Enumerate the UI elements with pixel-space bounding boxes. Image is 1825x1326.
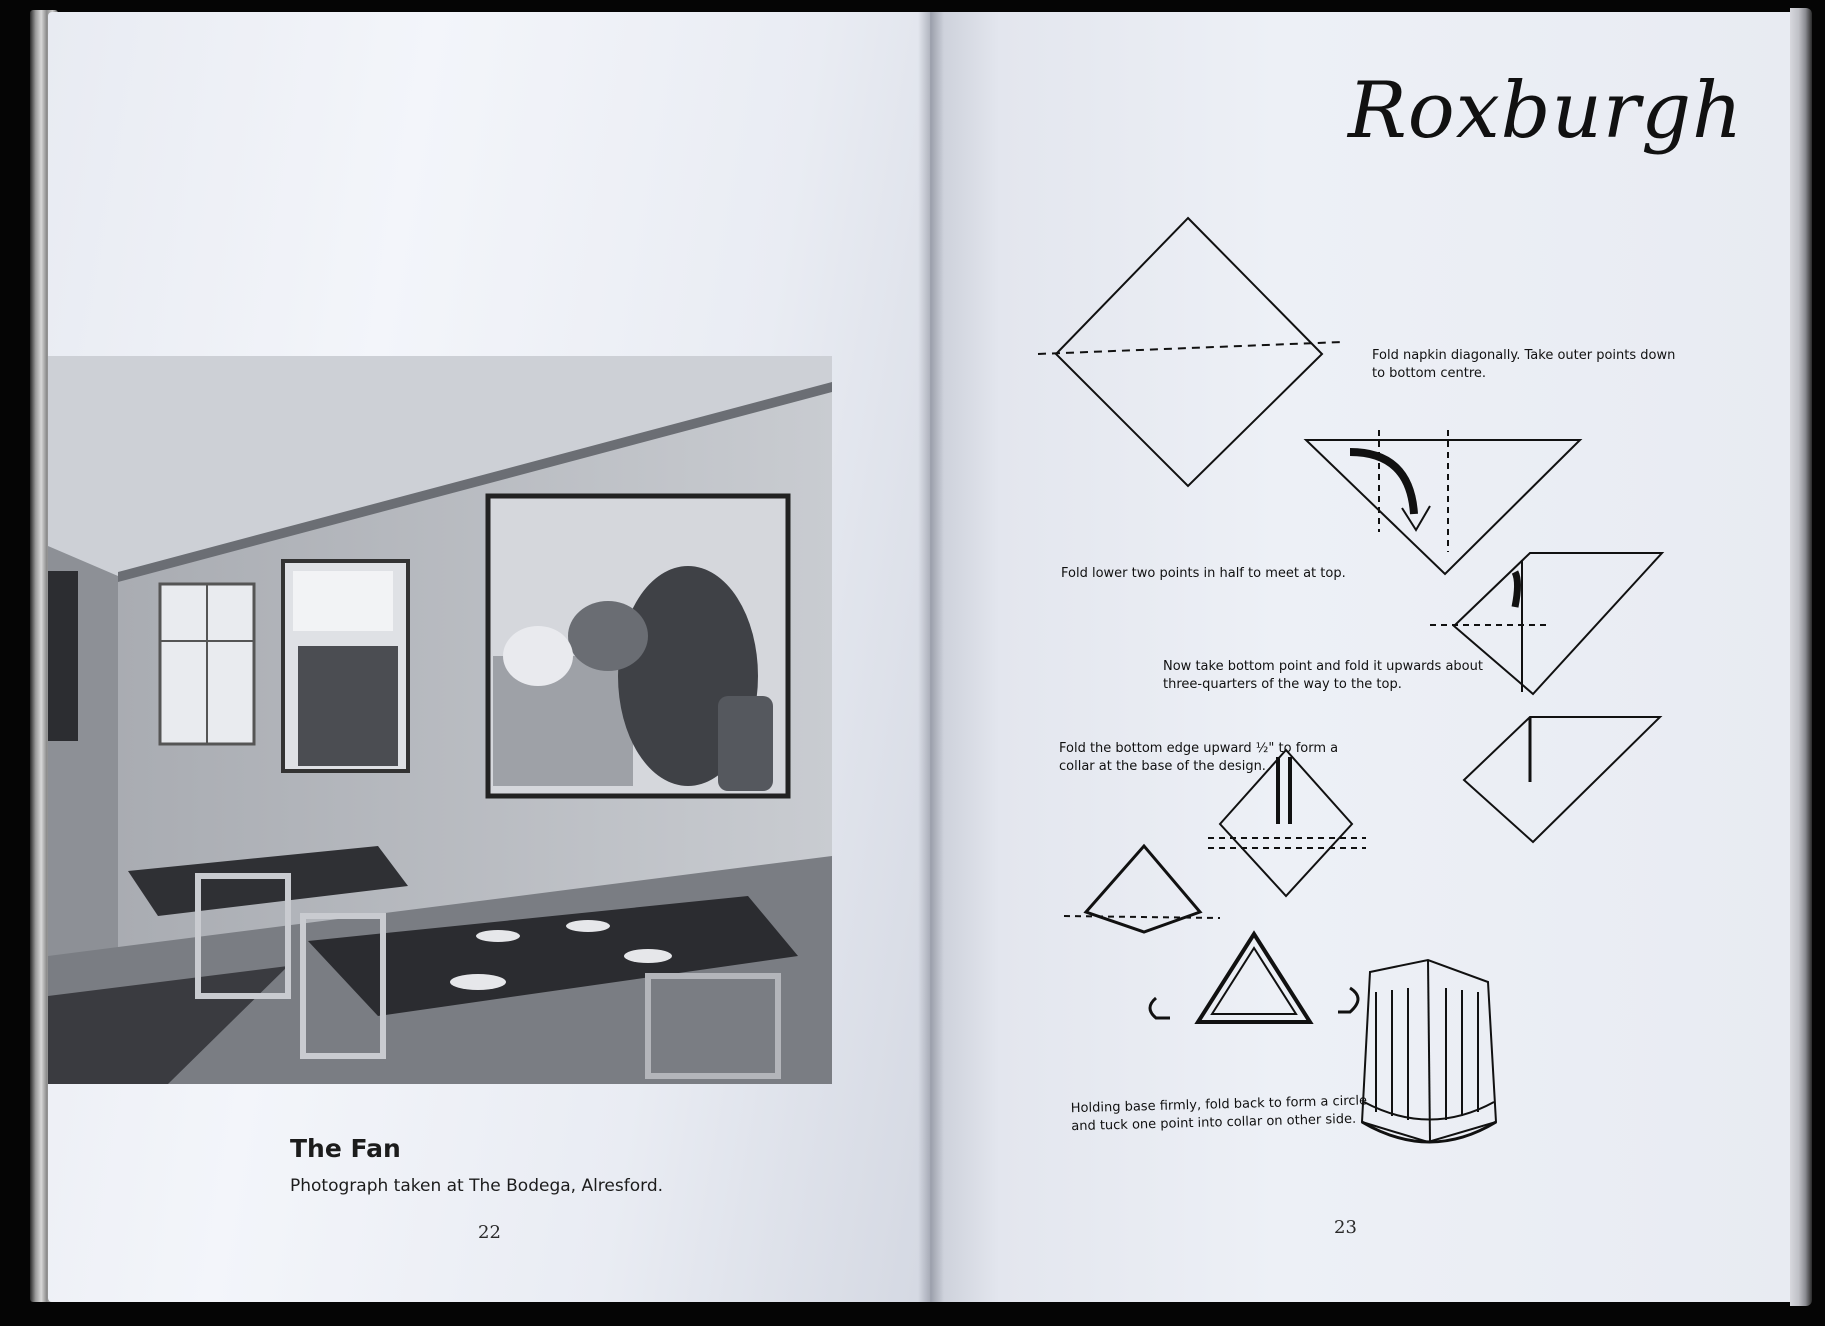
page-number-left: 22 xyxy=(478,1222,501,1243)
left-page xyxy=(48,12,930,1302)
step-2-text: Fold lower two points in half to meet at top. xyxy=(1061,566,1346,581)
right-page xyxy=(930,12,1796,1302)
book-right-edge xyxy=(1790,8,1812,1306)
photo-caption-subtitle: Photograph taken at The Bodega, Alresford. xyxy=(290,1176,664,1196)
page-number-right: 23 xyxy=(1334,1217,1357,1238)
restaurant-photo xyxy=(48,356,832,1084)
step-3-text: Now take bottom point and fold it upwards about three-quarters of the way to the top. xyxy=(1163,659,1483,692)
diagram-step-4 xyxy=(1464,717,1660,842)
diagram-step-1 xyxy=(1038,218,1342,486)
photo-caption-title: The Fan xyxy=(290,1134,401,1163)
diagram-step-5 xyxy=(1150,934,1358,1022)
book-gutter xyxy=(918,12,944,1302)
design-title: Roxburgh xyxy=(1348,66,1744,156)
step-4-text: Fold the bottom edge upward ½" to form a collar at the base of the design. xyxy=(1059,741,1339,774)
diagram-step-4c xyxy=(1064,846,1220,932)
step-1-text: Fold napkin diagonally. Take outer points down to bottom centre. xyxy=(1372,348,1676,381)
step-5-text: Holding base firmly, fold back to form a circle and tuck one point into collar on other side. xyxy=(1070,1093,1368,1135)
